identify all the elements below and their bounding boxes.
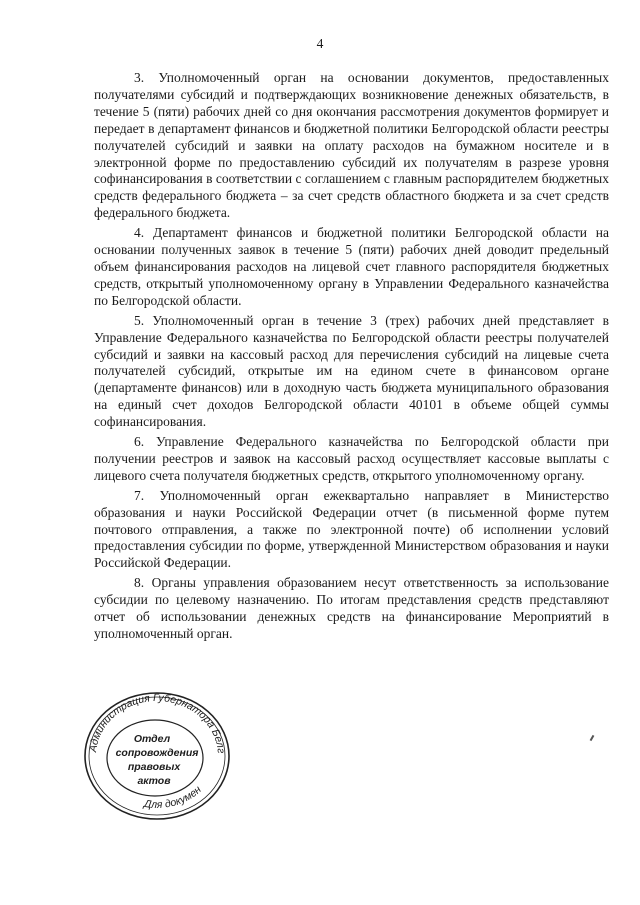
document-body	[94, 70, 609, 646]
paragraph-4: 4. Департамент финансов и бюджетной политики Белгородской области на основании полученных заявок в течение 5 (пяти) рабочих дней доводит предельный объем финансирования расходов на лицевой счет главного распорядителя бюджетных средств, открытый уполномоченному органу в Управлении Федерального казначейства по Белгородской области.	[94, 225, 609, 308]
paragraph-5: 5. Уполномоченный орган в течение 3 (трех) рабочих дней представляет в Управление Федерального казначейства по Белгородской области реестры получателей субсидий и заявки на кассовый расход для перечисления субсидий на лицевые счета получателей субсидий, открытые им на едином счете в финансовом органе (департаменте финансов) или в доходную часть бюджета муниципального образования на единый счет доходов Белгородской области 40101 в объеме общей суммы софинансирования.	[94, 312, 609, 430]
stamp-ring-text: Администрация Губернатора Белг	[87, 691, 227, 754]
paragraph-7: 7. Уполномоченный орган ежеквартально направляет в Министерство образования и науки Российской Федерации отчет (в письменной форме путем почтового отправления, а также по электронной почте) об исполнении условий предоставления субсидии по форме, утвержденной Министерством образования и науки Российской Федерации.	[94, 487, 609, 571]
official-stamp	[82, 690, 232, 820]
paragraph-3: 3. Уполномоченный орган на основании документов, предоставленных получателями субсидий и подтверждающих возникновение денежных обязательств, в течение 5 (пяти) рабочих дней со дня окончания рассмотрения документов формирует и передает в департамент финансов и бюджетной политики Белгородской области реестры получателей субсидий и заявки на оплату расходов на бумажном носителе и в электронной форме по предоставлению субсидий их получателям в разрезе уровня софинансирования в соответствии с соглашением с главным распорядителем бюджетных средств федерального бюджета – за счет средств областного бюджета и за счет средств федерального бюджета.	[94, 70, 609, 221]
stamp-line-1: Отдел	[133, 733, 171, 745]
paragraph-6: 6. Управление Федерального казначейства по Белгородской области при получении реестров и заявок на кассовый расход осуществляет кассовые выплаты с лицевого счета получателя бюджетных средств, открытого уполномоченному органу.	[94, 434, 609, 483]
page-number: 4	[316, 36, 324, 51]
paragraph-8: 8. Органы управления образованием несут ответственность за использование субсидии по целевому назначению. По итогам представления средств представляют отчет об использовании денежных средств на финансирование Мероприятий в уполномоченный орган.	[94, 575, 609, 641]
stamp-seal-icon	[82, 690, 232, 820]
stamp-line-2: сопровождения	[115, 747, 199, 759]
stamp-bottom-text: Для докумен	[143, 783, 204, 812]
stamp-line-4: актов	[137, 775, 171, 787]
stamp-line-3: правовых	[127, 761, 181, 773]
pen-mark	[590, 735, 595, 741]
